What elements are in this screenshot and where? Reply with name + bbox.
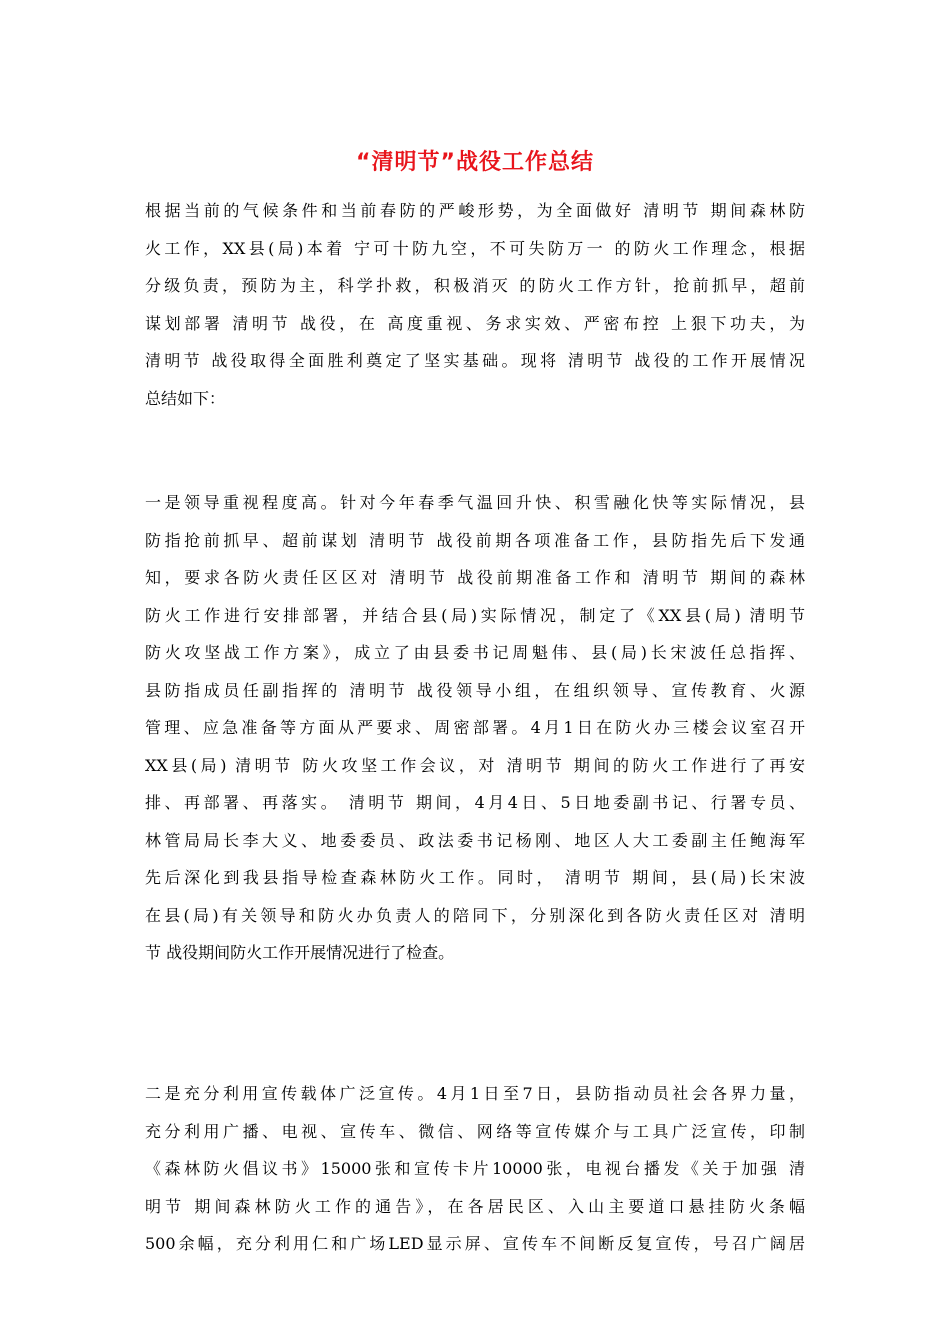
text-line: 二是充分利用宣传载体广泛宣传。4月1日至7日，县防指动员社会各界力量， (145, 1084, 805, 1103)
document-title: “清明节”战役工作总结 (356, 150, 594, 175)
paragraph-leadership (145, 484, 805, 972)
text-line: 林管局局长李大义、地委委员、政法委书记杨刚、地区人大工委副主任鲍海军 (145, 830, 805, 850)
text-line: 县防指成员任副指挥的 清明节 战役领导小组，在组织领导、宣传教育、火源 (145, 680, 805, 700)
text-line: 总结如下： (145, 388, 226, 408)
text-line: 防火工作进行安排部署，并结合县(局)实际情况，制定了《XX县(局) 清明节 (145, 605, 805, 625)
text-line: 管理、应急准备等方面从严要求、周密部署。4月1日在防火办三楼会议室召开 (145, 718, 805, 737)
text-line: 谋划部署 清明节 战役，在 高度重视、务求实效、严密布控 上狠下功夫，为 (145, 313, 805, 333)
text-line: 清明节 战役取得全面胜利奠定了坚实基础。现将 清明节 战役的工作开展情况 (145, 351, 805, 370)
text-line: 在县(局)有关领导和防火办负责人的陪同下，分别深化到各防火责任区对 清明 (145, 905, 805, 925)
text-line: 节 战役期间防火工作开展情况进行了检查。 (145, 943, 455, 962)
text-line: 《森林防火倡议书》15000张和宣传卡片10000张，电视台播发《关于加强 清 (145, 1159, 805, 1178)
text-line: 根据当前的气候条件和当前春防的严峻形势，为全面做好 清明节 期间森林防 (145, 201, 805, 220)
text-line: 知，要求各防火责任区区对 清明节 战役前期准备工作和 清明节 期间的森林 (145, 568, 805, 587)
text-line: 防指抢前抓早、超前谋划 清明节 战役前期各项准备工作，县防指先后下发通 (145, 530, 805, 550)
text-line: 火工作，XX县(局)本着 宁可十防九空，不可失防万一 的防火工作理念，根据 (145, 238, 805, 258)
text-line: XX县(局) 清明节 防火攻坚工作会议，对 清明节 期间的防火工作进行了再安 (145, 755, 805, 775)
text-line: 明节 期间森林防火工作的通告》，在各居民区、入山主要道口悬挂防火条幅 (145, 1196, 805, 1216)
text-line: 防火攻坚战工作方案》，成立了由县委书记周魁伟、县(局)长宋波任总指挥、 (145, 643, 805, 662)
text-line: 充分利用广播、电视、宣传车、微信、网络等宣传媒介与工具广泛宣传，印制 (145, 1121, 805, 1141)
paragraph-intro (145, 192, 805, 417)
text-line: 分级负责，预防为主，科学扑救，积极消灭 的防火工作方针，抢前抓早，超前 (145, 276, 805, 295)
paragraph-publicity (145, 1075, 805, 1263)
text-line: 一是领导重视程度高。针对今年春季气温回升快、积雪融化快等实际情况，县 (145, 493, 805, 512)
text-line: 先后深化到我县指导检查森林防火工作。同时， 清明节 期间，县(局)长宋波 (145, 868, 805, 887)
text-line: 排、再部署、再落实。 清明节 期间，4月4日、5日地委副书记、行署专员、 (145, 793, 805, 812)
text-line: 500余幅，充分利用仁和广场LED显示屏、宣传车不间断反复宣传，号召广阔居 (145, 1234, 805, 1253)
